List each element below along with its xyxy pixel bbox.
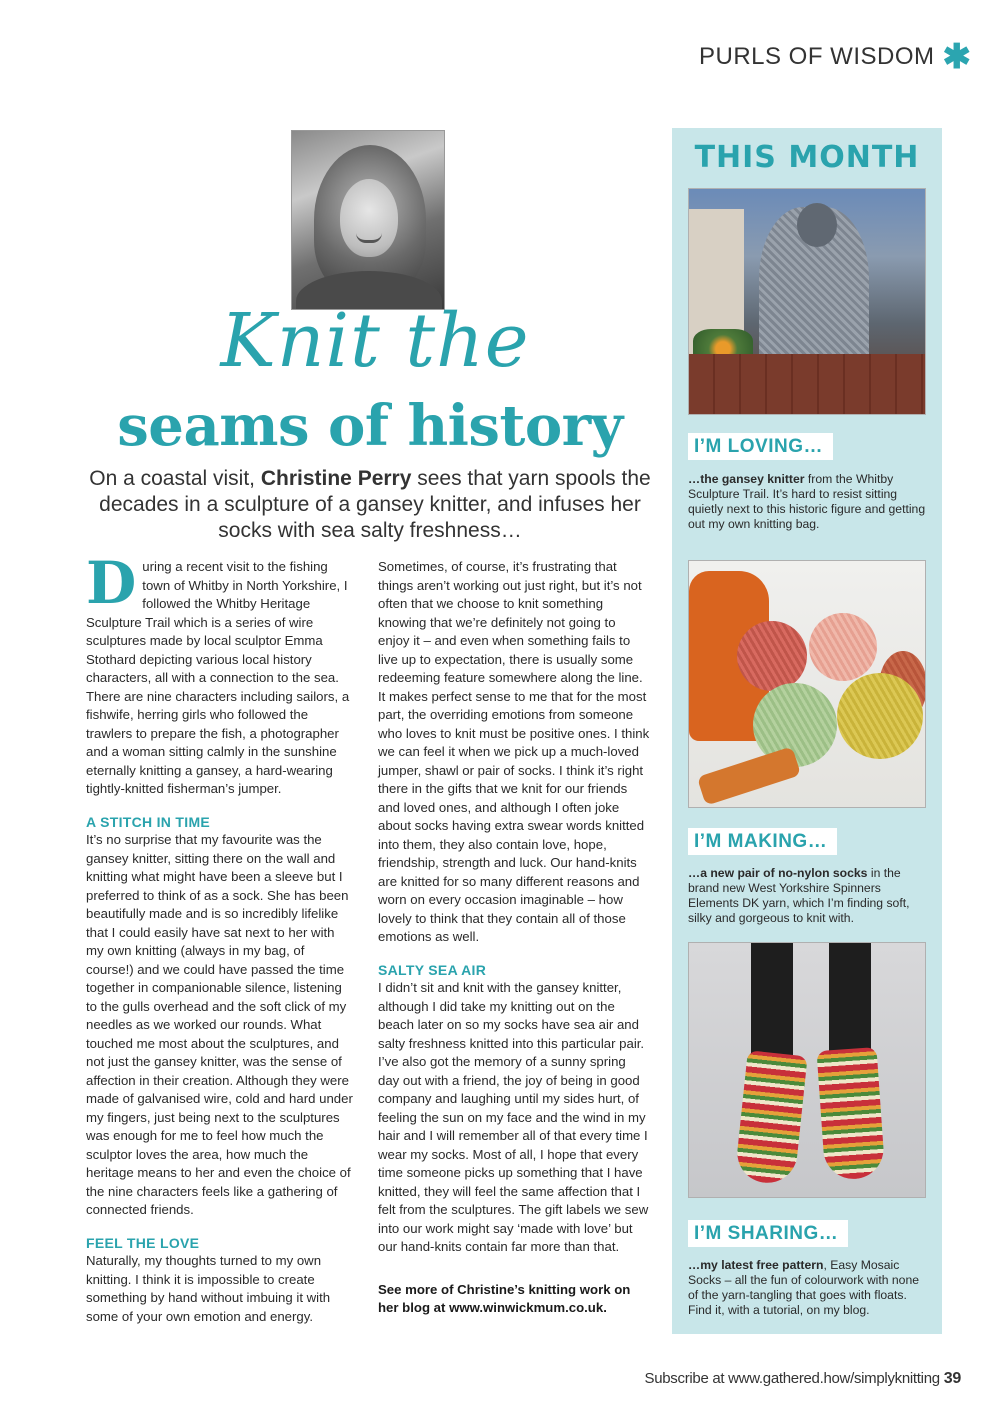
gansey-knitter-sculpture-photo (688, 188, 926, 415)
standfirst-before: On a coastal visit, (89, 467, 261, 490)
standfirst-author: Christine Perry (260, 467, 412, 490)
sharing-text: …my latest free pattern, Easy Mosaic Socks – all the fun of colourwork with none of the yarn-tangling that goes with floats. Find it, with a tutorial, on my blog. (688, 1258, 920, 1317)
author-portrait (291, 130, 445, 310)
this-month-sidebar (672, 128, 942, 1334)
yarn-balls-photo (688, 560, 926, 808)
subhead-salty-sea-air: SALTY SEA AIR (378, 961, 487, 978)
making-label: I’M MAKING… (688, 828, 837, 855)
subhead-feel-the-love: FEEL THE LOVE (86, 1234, 200, 1251)
article-column-1 (86, 549, 354, 1326)
standfirst-after: sees that yarn spools the decades in a sculpture of a gansey knitter, and infuses her socks with sea salty freshness… (99, 467, 651, 542)
paragraph-stitch: It’s no surprise that my favourite was the gansey knitter, sitting there on the wall and knitting what might have been a sleeve but I preferred to think of as a sock. She has been beautifully made and is so incredibly lifelike that I could easily have sat next to her with my own knitting (always in my bag, of course!) and we could have passed the time together in companionable silence, listening to the gulls overhead and the soft click of my needles as we worked our rounds. What touched me most about the sculptures, and not just the gansey knitter, was the sense of affection in their creation. Although they were made of galvanised wire, cold and hard under my fingers, just being next to the sculptures was enough for me to feel how much the sculptor loves the area, how much the heritage means to her and even the choice of the nine characters feels like a gathering of connected friends. (86, 832, 353, 1217)
page-footer (645, 1370, 962, 1388)
sidebar-title: THIS MONTH (694, 140, 920, 175)
mosaic-socks-photo (688, 942, 926, 1198)
intro-paragraph: During a recent visit to the fishing town of Whitby in North Yorkshire, I followed the Whitby Heritage Sculpture Trail which is a series of wire sculptures made by local sculptor Emma Stothard depicting various local history characters, all with a connection to the sea. There are nine characters including sailors, a fishwife, herring girls who followed the trawlers to prepare the fish, a photographer and a woman sitting calmly in the sunshine eternally knitting a gansey, a hard-wearing tightly-knitted fisherman’s jumper. (86, 549, 350, 796)
paragraph-salty: I didn’t sit and knit with the gansey knitter, although I did take my knitting out on the beach later on so my socks have sea air and salty freshness knitted into this particular pair. I’ve also got the memory of a sunny spring day out with a friend, the joy of being in good company and laughing until my sides hurt, of feeling the sun on my face and the wind in my hair and I will remember all of that every time I wear my socks. Most of all, I hope that every time someone picks up something that I have knitted, they will feel the same affection that I felt from the sculptures. The gift labels we sew into our work might say ‘made with love’ but our hand-knits contain far more than that. (378, 980, 649, 1254)
section-title: PURLS OF WISDOM (698, 43, 935, 70)
loving-label: I’M LOVING… (688, 433, 833, 460)
article-column-2 (378, 558, 650, 1318)
section-header (699, 40, 971, 74)
paragraph-sometimes: Sometimes, of course, it’s frustrating that things aren’t working out just right, but it’s not often that we choose to knit something knowing that we’re definitely not going to enjoy it – and even when something fails to live up to expectation, there is usually some redeeming feature somewhere along the line. It makes perfect sense to me that for the most part, the overriding emotions from someone who loves to knit must be positive ones. I think we can feel it when we pick up a much-loved jumper, shawl or pair of socks. I think it’s right there in the gifts that we knit for our friends and loved ones, and although I often joke about socks having extra swear words knitted into them, they also contain love, hope, friendship, strength and luck. Our hand-knits are knitted for so many different reasons and worn on every occasion imaginable – how lovely to think that they contain all of those emotions as well. (378, 559, 650, 944)
title-script-line: Knit the (220, 298, 530, 384)
sharing-label: I’M SHARING… (688, 1220, 848, 1247)
blog-link-text: See more of Christine’s knitting work on her blog at www.winwickmum.co.uk. (378, 1281, 631, 1315)
loving-text: …the gansey knitter from the Whitby Sculpture Trail. It’s hard to resist sitting quietly next to this historic figure and getting out my own knitting bag. (688, 472, 926, 531)
page-number: 39 (943, 1370, 961, 1387)
dropcap: D (86, 549, 137, 617)
title-main-line: seams of history (117, 393, 623, 459)
standfirst (70, 466, 670, 544)
subscribe-text: Subscribe at www.gathered.how/simplyknitting (644, 1370, 940, 1387)
asterisk-icon: ✱ (942, 38, 971, 76)
paragraph-love: Naturally, my thoughts turned to my own knitting. I think it is impossible to create something by hand without imbuing it with some of your own emotion and energy. (86, 1253, 331, 1324)
making-text: …a new pair of no-nylon socks in the brand new West Yorkshire Spinners Elements DK yarn, which I’m finding soft, silky and gorgeous to knit with. (688, 866, 910, 925)
subhead-stitch-in-time: A STITCH IN TIME (86, 813, 211, 830)
